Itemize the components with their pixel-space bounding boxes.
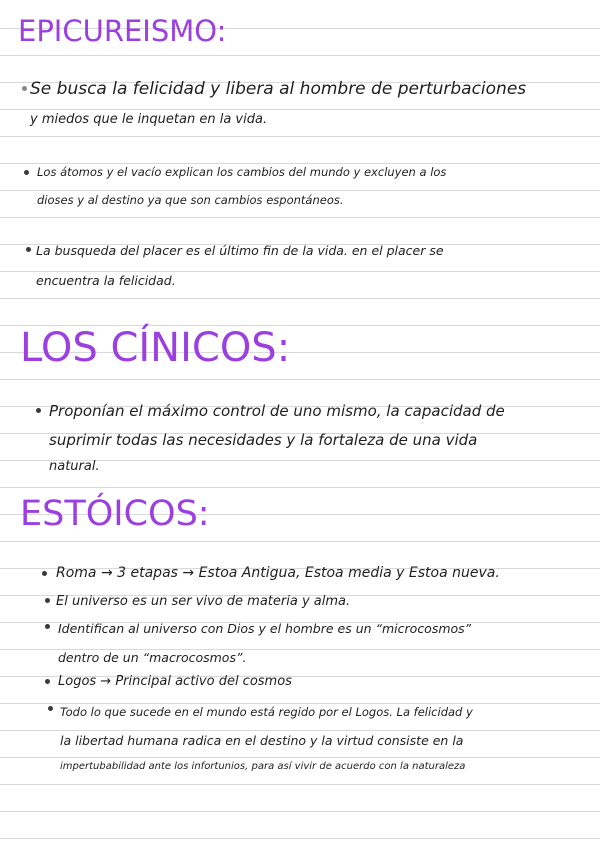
bullet-line: impertubabilidad ante los infortunios, para así vivir de acuerdo con la naturaleza bbox=[60, 761, 466, 772]
bullet-line: encuentra la felicidad. bbox=[36, 273, 176, 288]
bullet-line: Los átomos y el vacío explican los cambios del mundo y excluyen a los bbox=[37, 165, 447, 179]
bullet-line: suprimir todas las necesidades y la fortaleza de una vida bbox=[49, 431, 478, 449]
bullet-dot bbox=[24, 170, 29, 175]
bullet-line: Todo lo que sucede en el mundo está regido por el Logos. La felicidad y bbox=[60, 705, 473, 719]
bullet-line: Logos → Principal activo del cosmos bbox=[58, 674, 292, 689]
bullet-line: La busqueda del placer es el último fin de la vida. en el placer se bbox=[36, 243, 444, 258]
bullet-line: Proponían el máximo control de uno mismo, la capacidad de bbox=[49, 402, 505, 420]
bullet-dot bbox=[22, 86, 27, 91]
bullet-dot bbox=[45, 598, 50, 603]
bullet-line: natural. bbox=[49, 459, 100, 474]
section-title-los-cinicos: LOS CÍNICOS: bbox=[20, 325, 291, 371]
section-title-estoicos: ESTÓICOS: bbox=[20, 494, 210, 534]
bullet-dot bbox=[42, 571, 47, 576]
bullet-line: Identifican al universo con Dios y el hombre es un “microcosmos” bbox=[58, 621, 472, 636]
bullet-line: Roma → 3 etapas → Estoa Antigua, Estoa media y Estoa nueva. bbox=[56, 565, 500, 581]
bullet-line: dioses y al destino ya que son cambios espontáneos. bbox=[37, 193, 344, 207]
bullet-line: la libertad humana radica en el destino y la virtud consiste en la bbox=[60, 733, 464, 748]
bullet-line: dentro de un “macrocosmos”. bbox=[58, 650, 247, 665]
section-title-epicureismo: EPICUREISMO: bbox=[18, 14, 227, 48]
bullet-line: Se busca la felicidad y libera al hombre de perturbaciones bbox=[30, 79, 527, 99]
bullet-dot bbox=[45, 624, 50, 629]
bullet-line: y miedos que le inquetan en la vida. bbox=[30, 112, 268, 127]
bullet-dot bbox=[26, 247, 31, 252]
bullet-dot bbox=[48, 706, 53, 711]
bullet-dot bbox=[45, 679, 50, 684]
bullet-line: El universo es un ser vivo de materia y alma. bbox=[56, 594, 351, 609]
bullet-dot bbox=[36, 408, 41, 413]
